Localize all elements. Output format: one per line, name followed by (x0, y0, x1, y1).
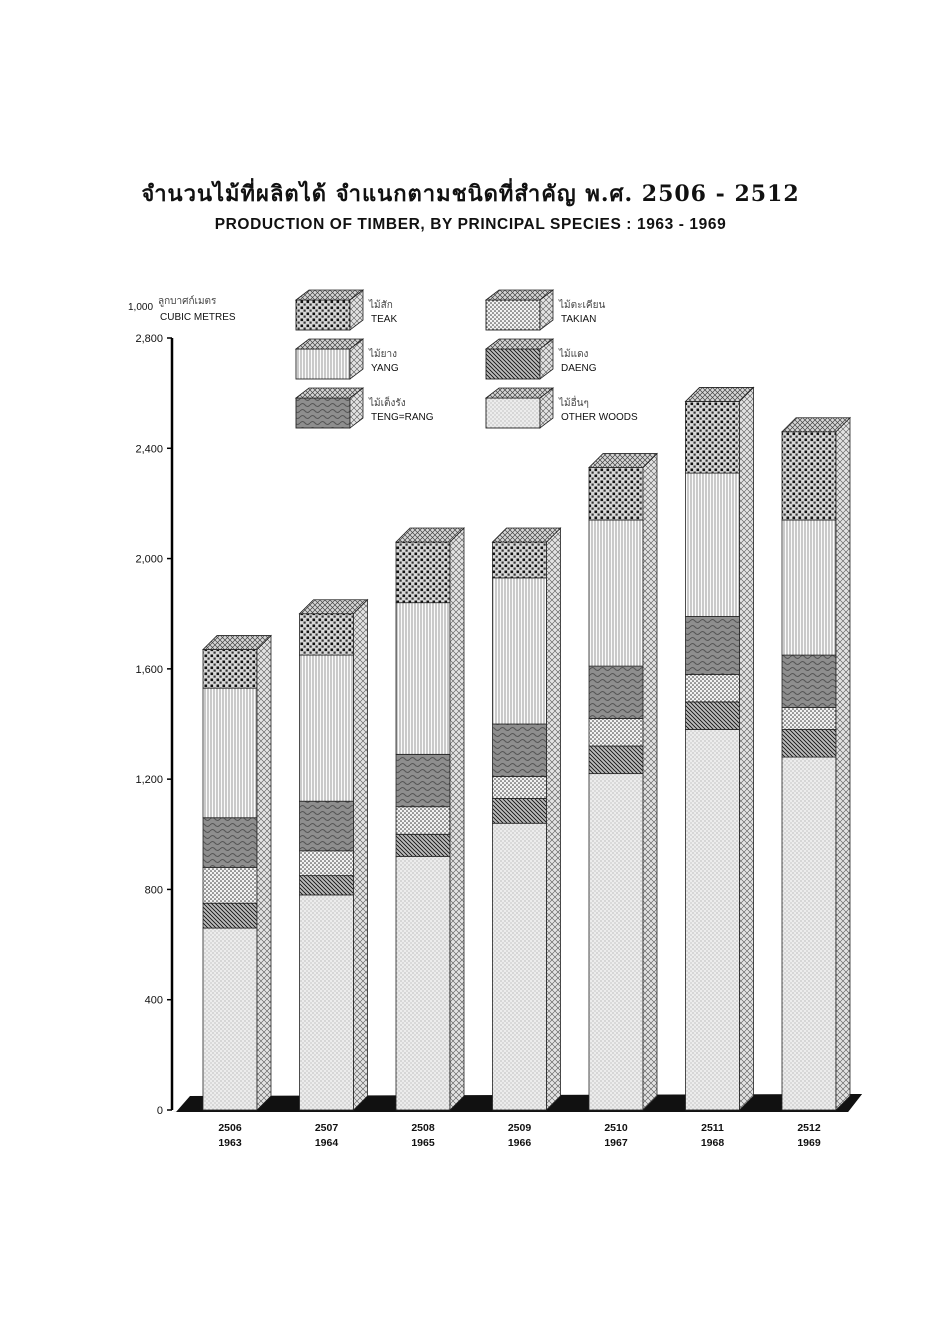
legend-item-tengrang (296, 388, 434, 428)
bar-segment-tengrang (686, 616, 740, 674)
legend-swatch (486, 398, 540, 428)
legend-label-thai: ไม้แดง (559, 349, 589, 360)
bar-side-face (643, 454, 657, 1110)
x-tick-label-be: 2508 (411, 1122, 435, 1134)
bar-segment-daeng (589, 746, 643, 774)
legend-label: DAENG (561, 363, 597, 374)
bar-segment-other (493, 823, 547, 1110)
legend-label-thai: ไม้เต็งรัง (369, 398, 406, 409)
legend-item-other (486, 388, 638, 428)
legend-label: YANG (371, 363, 399, 374)
bar-segment-tengrang (782, 655, 836, 707)
y-tick-label: 400 (144, 994, 163, 1007)
bar-2508 (396, 528, 464, 1110)
bar-side-face (740, 387, 754, 1110)
legend-item-takian (486, 290, 605, 330)
bar-segment-takian (300, 851, 354, 876)
y-tick-label: 800 (144, 884, 163, 897)
y-unit-prefix: 1,000 (128, 302, 154, 313)
legend-swatch (486, 300, 540, 330)
bar-segment-daeng (203, 903, 257, 928)
x-tick-label-be: 2511 (701, 1122, 724, 1134)
y-tick-label: 2,000 (135, 553, 163, 566)
bar-segment-daeng (782, 730, 836, 758)
x-tick-label-ce: 1967 (604, 1137, 628, 1149)
bar-segment-teak (589, 468, 643, 520)
legend-label: TEAK (371, 314, 398, 325)
bar-side-face (257, 636, 271, 1110)
bar-segment-yang (782, 520, 836, 655)
bar-segment-teak (782, 432, 836, 520)
bar-segment-teak (493, 542, 547, 578)
bar-segment-teak (203, 650, 257, 689)
chart-title-english: PRODUCTION OF TIMBER, BY PRINCIPAL SPECIES : 1963 - 1969 (214, 216, 727, 233)
legend-label-thai: ไม้อื่นๆ (559, 398, 589, 409)
legend-label-thai: ไม้สัก (369, 300, 393, 311)
bar-segment-daeng (300, 876, 354, 895)
bar-side-face (450, 528, 464, 1110)
x-tick-label-be: 2509 (507, 1122, 532, 1134)
y-tick-label: 1,600 (135, 663, 163, 676)
bar-segment-takian (782, 707, 836, 729)
bar-segment-teak (396, 542, 450, 603)
legend-swatch (296, 300, 350, 330)
bar-segment-tengrang (300, 801, 354, 851)
bar-segment-takian (686, 674, 740, 702)
bar-segment-daeng (686, 702, 740, 730)
bar-2506 (203, 636, 271, 1110)
bar-segment-tengrang (589, 666, 643, 718)
bar-segment-other (396, 856, 450, 1110)
bar-segment-takian (589, 718, 643, 746)
x-tick-label-be: 2512 (797, 1122, 821, 1134)
bar-2509 (493, 528, 561, 1110)
bar-segment-yang (589, 520, 643, 666)
bar-2511 (686, 387, 754, 1110)
bar-segment-other (300, 895, 354, 1110)
bar-segment-teak (300, 614, 354, 655)
x-tick-label-ce: 1965 (411, 1137, 435, 1149)
bar-segment-daeng (493, 798, 547, 823)
bar-segment-tengrang (396, 754, 450, 806)
bar-segment-tengrang (493, 724, 547, 776)
bar-2510 (589, 454, 657, 1110)
bar-segment-yang (686, 473, 740, 616)
legend-swatch (296, 349, 350, 379)
bar-segment-other (589, 774, 643, 1110)
bar-segment-other (686, 730, 740, 1110)
bar-segment-other (203, 928, 257, 1110)
x-tick-label-ce: 1966 (507, 1137, 532, 1149)
bar-segment-yang (203, 688, 257, 818)
chart-title-thai: จำนวนไม้ที่ผลิตได้ จำแนกตามชนิดที่สำคัญ พ.ศ. 2506 - 2512 (141, 181, 800, 207)
bar-segment-other (782, 757, 836, 1110)
bar-side-face (547, 528, 561, 1110)
x-tick-label-be: 2510 (604, 1122, 628, 1134)
bar-segment-takian (493, 776, 547, 798)
bar-segment-daeng (396, 834, 450, 856)
y-tick-label: 0 (156, 1105, 163, 1117)
y-tick-label: 1,200 (135, 774, 163, 787)
legend-item-daeng (486, 339, 597, 379)
legend-label-thai: ไม้ยาง (369, 349, 397, 360)
bar-segment-yang (493, 578, 547, 724)
x-tick-label-be: 2507 (314, 1122, 339, 1134)
bar-side-face (836, 418, 850, 1110)
y-unit-english: CUBIC METRES (160, 312, 236, 323)
legend-label: OTHER WOODS (561, 412, 638, 423)
y-tick-label: 2,400 (135, 443, 163, 456)
y-tick-label: 2,800 (135, 333, 163, 345)
x-tick-label-be: 2506 (218, 1122, 242, 1134)
legend-swatch (296, 398, 350, 428)
bar-segment-tengrang (203, 818, 257, 868)
bar-segment-teak (686, 401, 740, 473)
legend-label: TENG=RANG (371, 412, 434, 423)
legend-item-yang (296, 339, 399, 379)
x-tick-label-ce: 1968 (700, 1137, 725, 1149)
x-tick-label-ce: 1963 (218, 1137, 242, 1149)
x-tick-label-ce: 1969 (797, 1137, 821, 1149)
bar-segment-takian (203, 867, 257, 903)
bar-segment-yang (300, 655, 354, 801)
x-tick-label-ce: 1964 (314, 1137, 339, 1149)
y-unit-thai: ลูกบาศก์เมตร (158, 296, 217, 307)
bar-2512 (782, 418, 850, 1110)
legend-swatch (486, 349, 540, 379)
bar-2507 (300, 600, 368, 1110)
legend-label: TAKIAN (561, 314, 597, 325)
bar-segment-takian (396, 807, 450, 835)
legend-label-thai: ไม้ตะเคียน (559, 300, 606, 311)
legend-item-teak (296, 290, 397, 330)
bar-side-face (354, 600, 368, 1110)
bar-segment-yang (396, 603, 450, 755)
